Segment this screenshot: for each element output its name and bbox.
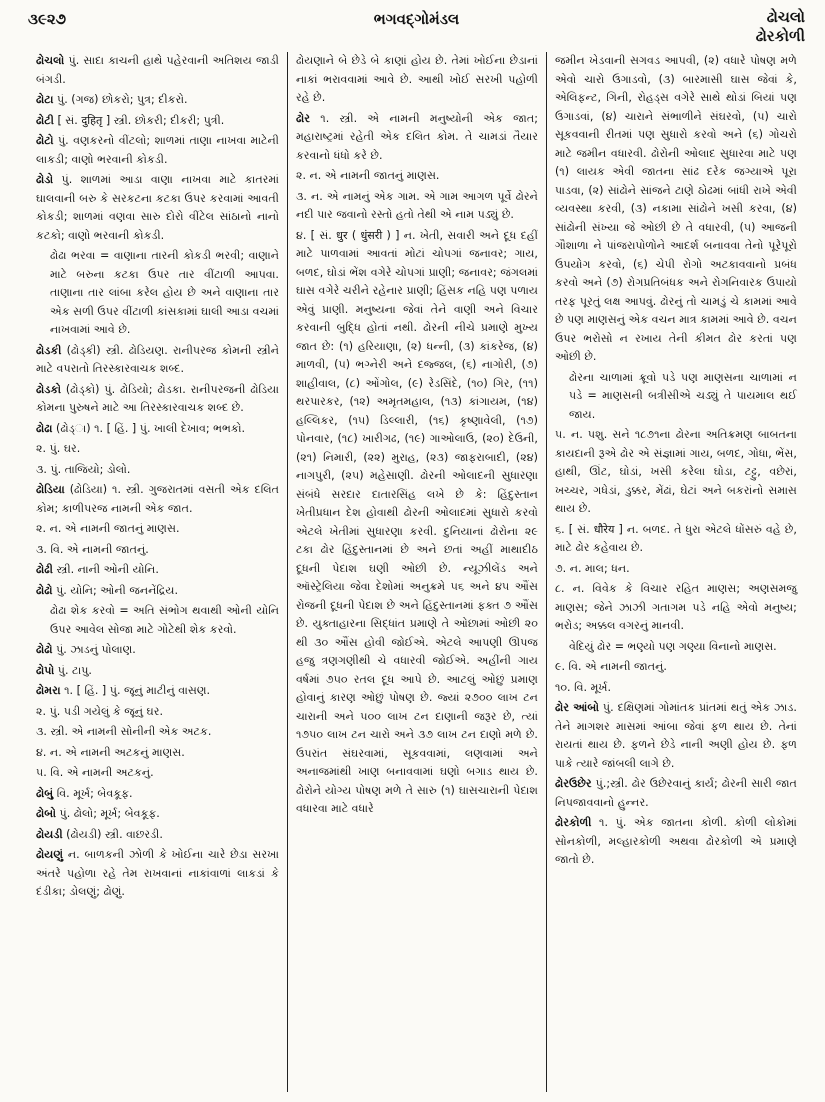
definition: પું. શાળમાં આડા વાણા નાખવા માટે કાતરમાં ઘાલવાની બરુ કે સરકટના કટકા ઉપર કરવામાં આવતી કોકડી; શાળમાં વણવા સારુ દોરો વીંટેલ સાંઠાનો નાનો કટકો; વાણો ભરવાની કોકડી.	[36, 173, 279, 242]
sense-line: ૩. પું. તાજિયો; ડોલો.	[36, 462, 131, 476]
sense-line: ૨. ન. એ નામની જાતનું માણસ.	[36, 522, 180, 535]
guide-word-first: ઢોચલો	[766, 8, 805, 26]
running-title: ભગવદ્ગોમંડલ	[373, 10, 460, 28]
dictionary-entry	[36, 826, 279, 845]
guide-words	[756, 8, 805, 46]
dictionary-entry	[36, 91, 279, 110]
headword: ઢોઢો	[36, 583, 53, 597]
headword: ઢોચલો	[36, 54, 65, 67]
sense-line: ૨. ન. એ નામની જાતનું માણસ.	[295, 169, 440, 182]
sense-line: ૯. વિ. એ નામની જાતનું.	[554, 660, 667, 673]
column-3	[546, 52, 805, 1092]
page-number: ૩૯૨૭	[28, 10, 67, 28]
dictionary-entry	[555, 699, 797, 773]
sense-line: ૪. [ સં. धुर ( धुंसरी ) ] ન. ખેતી, સવારી અને દૂધ દહીં માટે પાળવામાં આવતાં મોટાં ચોપગાં જનાવર; ગાય, બળદ, ઘોડાં ભેંશ વગેરે ચોપગાં પ્રાણી; જનાવર; જંગલમાં ઘાસ વગેરે ચરીને રહેનાર પ્રાણી; હિંસક નહિ પણ પળાય એવું પ્રાણી. મનુષ્યના જેવાં તેને વાણી અને વિચાર કરવાની બુદ્ધિ હોતાં નથી. ઢોરની નીચે પ્રમાણે મુખ્ય જાત છે: (૧) હરિયાણા, (૨) ધન્ની, (૩) કાંકરેજ, (૪) માળવી, (૫) ભગ્નેરી અને દજ્જલ, (૬) નાગોરી, (૭) શાહીવાલ, (૮) ઓંગોલ, (૯) રેડસિંદે, (૧૦) ગિર, (૧૧) થરપારકર, (૧૨) અમૃતમહાલ, (૧૩) કાંગાયમ, (૧૪) હલ્લિકર, (૧૫) ડિલ્લારી, (૧૬) કૃષ્ણાવેલી, (૧૭) પોનવાર, (૧૮) ખારીગઢ, (૧૯) ગાઓલાઉ, (૨૦) દેઉની, (૨૧) નિમારી, (૨૨) મુરાહ, (૨૩) જાફરાબાદી, (૨૪) નાગપુરી, (૨૫) મહેસાણી. ઢોરની ઓલાદની સુધારણા સંબંધે સરદાર દાતારસિંહ લખે છે કે: હિંદુસ્તાન ખેતીપ્રધાન દેશ હોવાથી ઢોરની ઓલાદમાં સુધારો કરવો એટલે ખેતીમાં સુધારણા કરવી. દુનિયાનાં ઢોરોના ૨૯ ટકા ઢોર હિંદુસ્તાનમાં છે અને છતાં અહીં માથાદીઠ દૂધની પેદાશ ઘણી ઓછી છે. ન્યૂઝીલેંડ અને ઑસ્ટ્રેલિયા જેવા દેશોમાં અનુક્રમે ૫૬ અને ૪૫ ઔંસ રોજની દૂધની પેદાશ છે અને હિંદુસ્તાનમાં ફક્ત ૭ ઔંસ છે. યુક્તાહારના સિદ્ધાંત પ્રમાણે તે ઓછામાં ઓછી ૨૦ થી ૩૦ ઔંસ હોવી જોઈએ. એટલે આપણી ઊપજ હજુ ત્રણગણીથી ચે વધારવી જોઈએ. અહીંની ગાય વર્ષમાં ૭૫૦ રતલ દૂધ આપે છે. આટલું ઓછું પ્રમાણ હોવાનું કારણ ઓછું પોષણ છે. જ્યાં ૨૭૦૦ લાખ ટન ચારાની અને ૫૦૦ લાખ ટન દાણાની જરૂર છે, ત્યાં ૧૭૫૦ લાખ ટન ચારો અને ૩૭ લાખ ટન દાણો મળે છે. ઉપરાંત સંઘરવામાં, સૂકવવામાં, લણવામાં અને અનાજમાંથી ખાણ બનાવવામાં ઘણો બગાડ થાય છે. ઢોરોને યોગ્ય પોષણ મળે તે સારુ (૧) ઘાસચારાની પેદાશ વધારવા માટે વધારે	[295, 228, 538, 815]
definition: સ્ત્રી. નાની ઓની યોનિ.	[52, 563, 159, 576]
headword: ઢોઢો	[36, 643, 53, 656]
column-1	[28, 52, 287, 1092]
headword: ઢોડો	[36, 173, 54, 186]
definition: પું. ટાપુ.	[54, 663, 92, 677]
definition: પું. દક્ષિણમાં ગોમાંતક પ્રાંતમાં થતું એક ઝાડ. તેને માગશર માસમાં આંબા જેવાં ફળ થાય છે. તેનાં રાયતાં થાય છે. ફળને છેડે નાની અણી હોય છે. ફળ પાકે ત્યારે જાંબલી લાગે છે.	[554, 701, 797, 770]
headword: ઢોઢી	[36, 563, 53, 576]
idiom-usage: વેદિયું ઢોર = ભણ્યો પણ ગણ્યા વિનાનો માણસ.	[568, 639, 777, 653]
headword: ઢોરઉછેર	[554, 777, 592, 790]
headword: ઢોર	[295, 111, 310, 125]
sense-line: ૮. ન. વિવેક કે વિચાર રહિત માણસ; અણસમજુ માણસ; જેને ઝાઝી ગતાગમ પડે નહિ એવો મનુષ્ય; ભરોડ; અક્કલ વગરનું માનવી.	[554, 582, 797, 632]
definition: વિ. મૂર્ખ; બેવકૂફ.	[53, 786, 133, 800]
sense-line: ૧૦. વિ. મૂર્ખ.	[554, 680, 612, 694]
dictionary-entry	[555, 814, 797, 870]
dictionary-entry	[36, 805, 279, 824]
definition: પું. ઢોલો; મૂર્ખ; બેવકૂફ.	[55, 807, 160, 820]
headword: ઢોયણું	[36, 848, 64, 861]
column-2	[287, 52, 546, 1092]
dictionary-entry	[36, 561, 279, 580]
idiom-usage: ઢોઢા ભરવા = વાણાના તારની કોકડી ભરવી; વાણાને માટે બરુના કટકા ઉપર તાર વીંટાળી આપવા. તાણાના તાર લાંબા કરેલ હોય છે અને વાણાના તાર એક સળી ઉપર વીંટાળી કાંસકામાં ઘાલી આડા વચમાં નાખવામાં આવે છે.	[50, 249, 279, 336]
headword: ઢોબું	[36, 786, 54, 800]
sense-line: ૫. ન. પશુ. સને ૧૮૭૧ના ઢોરના અતિક્રમણ બાબતના કાયદાની રૂએ ઢોર એ સંજ્ઞામાં ગાય, બળદ, ગોધા, ભેંસ, હાથી, ઊંટ, ઘોડાં, ખસી કરેલા ઘોડા, ટટ્ટુ, વછેરાં, ખચ્ચર, ગધેડાં, ડુક્કર, મેંઢાં, ઘેટાં અને બકરાંનો સમાસ થાય છે.	[554, 428, 797, 515]
definition: (ઢોડ્ા) ૧. [ હિં. ] પું. ખાલી દેખાવ; ભભકો.	[52, 421, 246, 435]
definition: (ઢોડિયા) ૧. સ્ત્રી. ગુજરાતમાં વસતી એક દલિત કોમ; કાળીપરજ નામની એક જાત.	[36, 483, 279, 515]
dictionary-entry	[36, 381, 279, 418]
headword: ઢોબો	[36, 807, 56, 820]
headword: ઢોર આંબો	[554, 701, 600, 714]
dictionary-entry	[36, 52, 279, 89]
definition: ૧. [ હિં. ] પું. જૂનું માટીનું વાસણ.	[60, 684, 211, 697]
definition: ૧. પું. એક જાતના કોળી. કોળી લોકોમાં સોનકોળી, મલ્હારકોળી અથવા ઢોરકોળી એ પ્રમાણે જાતો છે.	[554, 816, 797, 866]
headword: ઢોટો	[36, 134, 54, 147]
sense-line: જમીન ખેડવાની સગવડ આપવી, (૨) વધારે પોષણ મળે એવો ચારો ઉગાડવો, (૩) બારમાસી ઘાસ જેવાં કે, એલિફન્ટ, ગિની, રોહડ્સ વગેરે સાથે થોડાં બિયાં પણ ઉગાડવાં, (૪) ચારાને સંભાળીને સંઘરવો, (૫) ચારો સૂકવવાની રીતમાં પણ સુધારો કરવો અને (૬) ગોચરો માટે જમીન વધારવી. ઢોરોની ઓલાદ સુધારવા માટે પણ (૧) લાયક એવી જાતના સાંઢ દરેક જગ્યાએ પૂરા પાડવા, (૨) સાંઢોને સાંજને ટાણે ઠોઢમાં બાંધી રાખે એવી વ્યવસ્થા કરવી, (૩) નકામા સાંઢોને ખસી કરવા, (૪) સાંઢોની સંખ્યા જે ઓછી છે તે વધારવી, (૫) આજની ગૌશાળા ને પાંજરાપોળોને આદર્શ બનાવવા તેનો પૂરેપૂરો ઉપયોગ કરવો, (૬) ચેપી રોગો અટકાવવાનો પ્રબંધ કરવો અને (૭) રોગપ્રતિબંધક અને રોગનિવારક ઉપાયો તરફ પૂરતું લક્ષ આપવું. ઢોરનું તો ચામડું ચે કામમાં આવે છે પણ માણસનું એક વચન માત્ર કામમાં આવે છે. વચન ઉપર ભરોસો ન રખાય તેની કીમત ઢોર કરતાં પણ ઓછી છે.	[554, 54, 797, 363]
definition: ન. બાળકની ઝોળી કે ખોઈના ચારે છેડા સરખા અંતરે પહોળા રહે તેમ રાખવાનાં નાકાંવાળાં લાકડાં કે દંડીકા; ડોલણું; ઢોણું.	[36, 848, 279, 898]
dictionary-entry	[555, 775, 797, 812]
page-header	[28, 8, 805, 52]
headword: ઢોડકી	[36, 343, 62, 357]
definition: ૧. સ્ત્રી. એ નામની મનુષ્યોની એક જાત; મહારાષ્ટ્રમાં રહેતી એક દલિત કોમ. તે ચામડાં તૈયાર કરવાનો ધંધો કરે છે.	[295, 111, 538, 162]
definition: પું. (ગજ) છોકરો; પુત્ર; દીકરો.	[53, 93, 188, 106]
sense-line: ૬. [ સં. धौरेय ] ન. બળદ. તે ધુરા એટલે ધોંસરું વહે છે, માટે ઢોર કહેવાય છે.	[554, 522, 797, 554]
dictionary-entry	[36, 846, 279, 902]
headword: ઢોટા	[36, 93, 54, 106]
sense-line: ૩. સ્ત્રી. એ નામની સોનીની એક અટક.	[36, 725, 212, 738]
headword: ઢોમરા	[36, 684, 61, 697]
sense-line: ૩. વિ. એ નામની જાતનું.	[36, 542, 149, 556]
definition: પું. વણકરનો વીંટલો; શાળમાં તાણા નાખવા માટેની લાકડી; વાણો ભરવાની કોકડી.	[36, 134, 279, 166]
idiom-usage: ઢોરના ચાળામાં ક્રૂવો પડે પણ માણસના ચાળામાં ન પડે = માણસની બત્રીસીએ ચડ્યું તે પાયમાલ થઈ જાય.	[568, 370, 797, 421]
headword: ઢોરકોળી	[554, 816, 592, 829]
guide-word-last: ઢોરકોળી	[755, 27, 805, 45]
definition: (ઢોડ્કી) સ્ત્રી. ઢોડિયણ. રાનીપરજ કોમની સ્ત્રીને માટે વપરાતો તિરસ્કારવાચક શબ્દ.	[36, 343, 279, 375]
dictionary-entry	[36, 641, 279, 660]
idiom-usage: ઢોઢા શેક કરવો = અતિ સંભોગ થવાથી ઓની યોનિ ઉપર આવેલ સોજા માટે ગોટેથી શેક કરવો.	[50, 604, 279, 636]
dictionary-entry	[36, 481, 279, 518]
sense-line: ૫. વિ. એ નામની અટકનું.	[36, 766, 154, 779]
dictionary-entry	[36, 785, 279, 804]
dictionary-entry	[36, 132, 279, 169]
definition: પું. ઝાડનું પોલાણ.	[52, 643, 136, 656]
headword: ઢોટી	[36, 113, 54, 127]
dictionary-entry	[36, 171, 279, 245]
headword: ઢોડિયા	[36, 483, 65, 496]
dictionary-entry	[36, 420, 279, 439]
definition: પું.;સ્ત્રી. ઢોર ઉછેરવાનું કાર્ય; ઢોરની સારી જાત નિપજાવવાનો હુન્નર.	[554, 777, 797, 809]
headword: ઢોઢા	[36, 421, 53, 435]
definition: પું. સાદા કાચની હાથે પહેરવાની અતિશય જાડી બંગડી.	[36, 54, 279, 86]
dictionary-entry	[36, 682, 279, 701]
sense-line: ૪. ન. એ નામની અટકનું માણસ.	[36, 745, 185, 759]
sense-line: ૭. ન. માલ; ધન.	[554, 561, 630, 575]
sense-line: ૨. પું. ઘર.	[36, 442, 81, 455]
definition: [ સં. दुहितृ ] સ્ત્રી. છોકરી; દીકરી; પુત્રી.	[53, 113, 225, 127]
columns	[28, 52, 805, 1092]
headword: ઢોયડી	[36, 827, 63, 841]
definition: (ઢોયડી) સ્ત્રી. વાછરડી.	[62, 827, 163, 841]
headword: ઢોડકો	[36, 382, 61, 396]
sense-line: ૩. ન. એ નામનું એક ગામ. એ ગામ આગળ પૂર્વે ઢોરને નદી પાર જવાનો રસ્તો હતો તેથી એ નામ પડ્યું છે.	[295, 189, 538, 221]
dictionary-entry	[296, 110, 538, 166]
sense-line: ૨. પું. પડી ગયેલું કે જૂનું ઘર.	[36, 704, 164, 718]
headword: ઢોપો	[36, 663, 55, 677]
dictionary-entry	[36, 342, 279, 379]
dictionary-entry	[36, 662, 279, 681]
dictionary-entry	[36, 112, 279, 131]
definition: (ઢોડ્કો) પું. ઢોડિયો; ઢોડકા. રાનીપરજની ઢોડિયા કોમના પુરુષને માટે આ તિરસ્કારવાચક શબ્દ છે.	[36, 382, 279, 414]
sense-line: ઢોયણાને બે છેડે બે કાણાં હોય છે. તેમાં ખોઈના છેડાનાં નાકાં ભરાવવામાં આવે છે. આથી ખોઈ સરખી પહોળી રહે છે.	[295, 54, 538, 104]
dictionary-entry	[36, 582, 279, 601]
definition: પું. યોનિ; ઓની જનનેંદ્રિય.	[52, 583, 179, 597]
